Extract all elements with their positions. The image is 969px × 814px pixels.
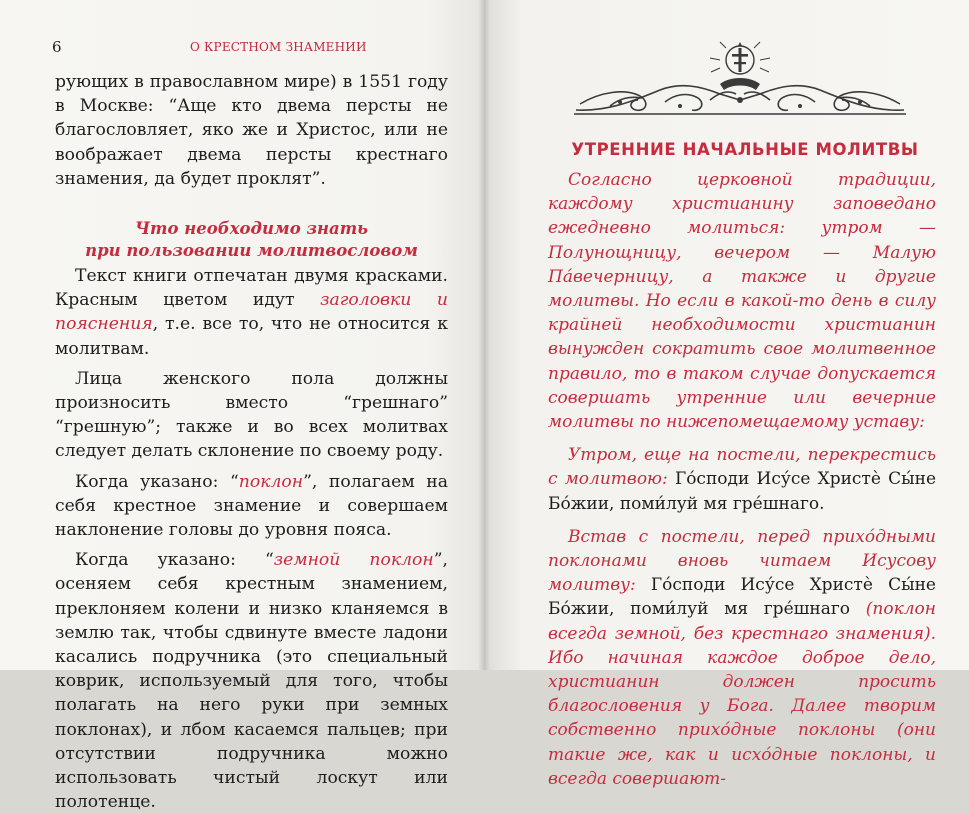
prayer-text: Го́споди Ису́се Христѐ Сы́не Бо́жии, поми́луй мя гре́шнаго xyxy=(548,575,936,620)
right-body-text xyxy=(548,168,936,791)
paragraph xyxy=(548,525,936,791)
prayer-text: Го́споди Ису́се Христѐ Сы́не Бо́жии, поми́луй мя гре́шнаго. xyxy=(548,469,937,514)
paragraph: Согласно церковной традиции, каждому христианину заповедано ежедневно молиться: утром — Полунощницу, вечером — Малую Па́вечерницу, а также и другие молитвы. Но если в какой-то день в силу крайней необходимости христианин вынужден сократить свое молитвенное правило, то в таком случае допускается совершать утренние или вечерние молитвы по нижепомещаемому уставу: xyxy=(548,170,936,433)
rubric-text: (поклон всегда земной, без крестнаго знамения). Ибо начиная каждое доброе дело, христианин должен просить благословения у Бога. Далее творим собственно прихо́дные поклоны (они такие же, как и исхо́дные поклоны, и всегда совершают- xyxy=(548,599,936,789)
paragraph xyxy=(548,443,936,516)
rubric-text: земной поклон xyxy=(273,550,434,571)
text-span: , т.е. все то, что не относится к молитвам. xyxy=(55,314,448,359)
book-gutter xyxy=(478,0,490,670)
section-title-line: при пользовании молитвословом xyxy=(85,241,418,261)
rubric-text: поклон xyxy=(238,471,304,492)
paragraph xyxy=(55,548,448,814)
text-span: Текст книги отпечатан двумя красками. Красным цветом идут xyxy=(55,266,448,311)
running-title: О КРЕСТНОМ ЗНАМЕНИИ xyxy=(190,40,367,54)
text-span: Когда указано: “ xyxy=(75,471,239,492)
paragraph: рующих в православном мире) в 1551 году в Москве: “Аще кто двема персты не благословляет, яко же и Христос, или не воображает двема персты крестнаго знамения, да будет проклят”. xyxy=(55,72,448,189)
rubric-text: заголовки и пояснения xyxy=(55,290,448,335)
section-title-line: Что необходимо знать xyxy=(134,219,369,239)
paragraph xyxy=(55,470,448,543)
page-number: 6 xyxy=(52,38,62,56)
rubric-text: Утром, еще на постели, перекрестись с молитвою: xyxy=(548,445,936,490)
rubric-text: Встав с постели, перед прихо́дными поклонами вновь читаем Исусову молитву: xyxy=(548,526,936,596)
left-body-text xyxy=(55,70,448,814)
left-page xyxy=(0,0,484,813)
ornamental-headpiece-icon xyxy=(570,40,910,122)
text-span: ”, полагаем на себя крестное знамение и совершаем наклонение головы до уровня пояса. xyxy=(55,471,448,541)
text-span: ”, осеняем себя крестным знамением, преклоняем колени и низко кланяемся в землю так, чтобы сдвинуте вместе ладони касались подручника (это специальный коврик, используемый для того, чтобы полагать на него руки при земных поклонах), и лбом касаемся пальцев; при отсутствии подручника можно использовать чистый лоскут или полотенце. xyxy=(55,550,448,813)
paragraph: Лица женского пола должны произносить вместо “грешнаго” “грешную”; также и во всех молитвах следует делать склонение по своему роду. xyxy=(55,368,448,462)
section-title xyxy=(55,218,448,262)
text-span: Когда указано: “ xyxy=(75,550,274,571)
prayer-section-title: УТРЕННИЕ НАЧАЛЬНЫЕ МОЛИТВЫ xyxy=(571,140,919,159)
paragraph xyxy=(55,264,448,361)
